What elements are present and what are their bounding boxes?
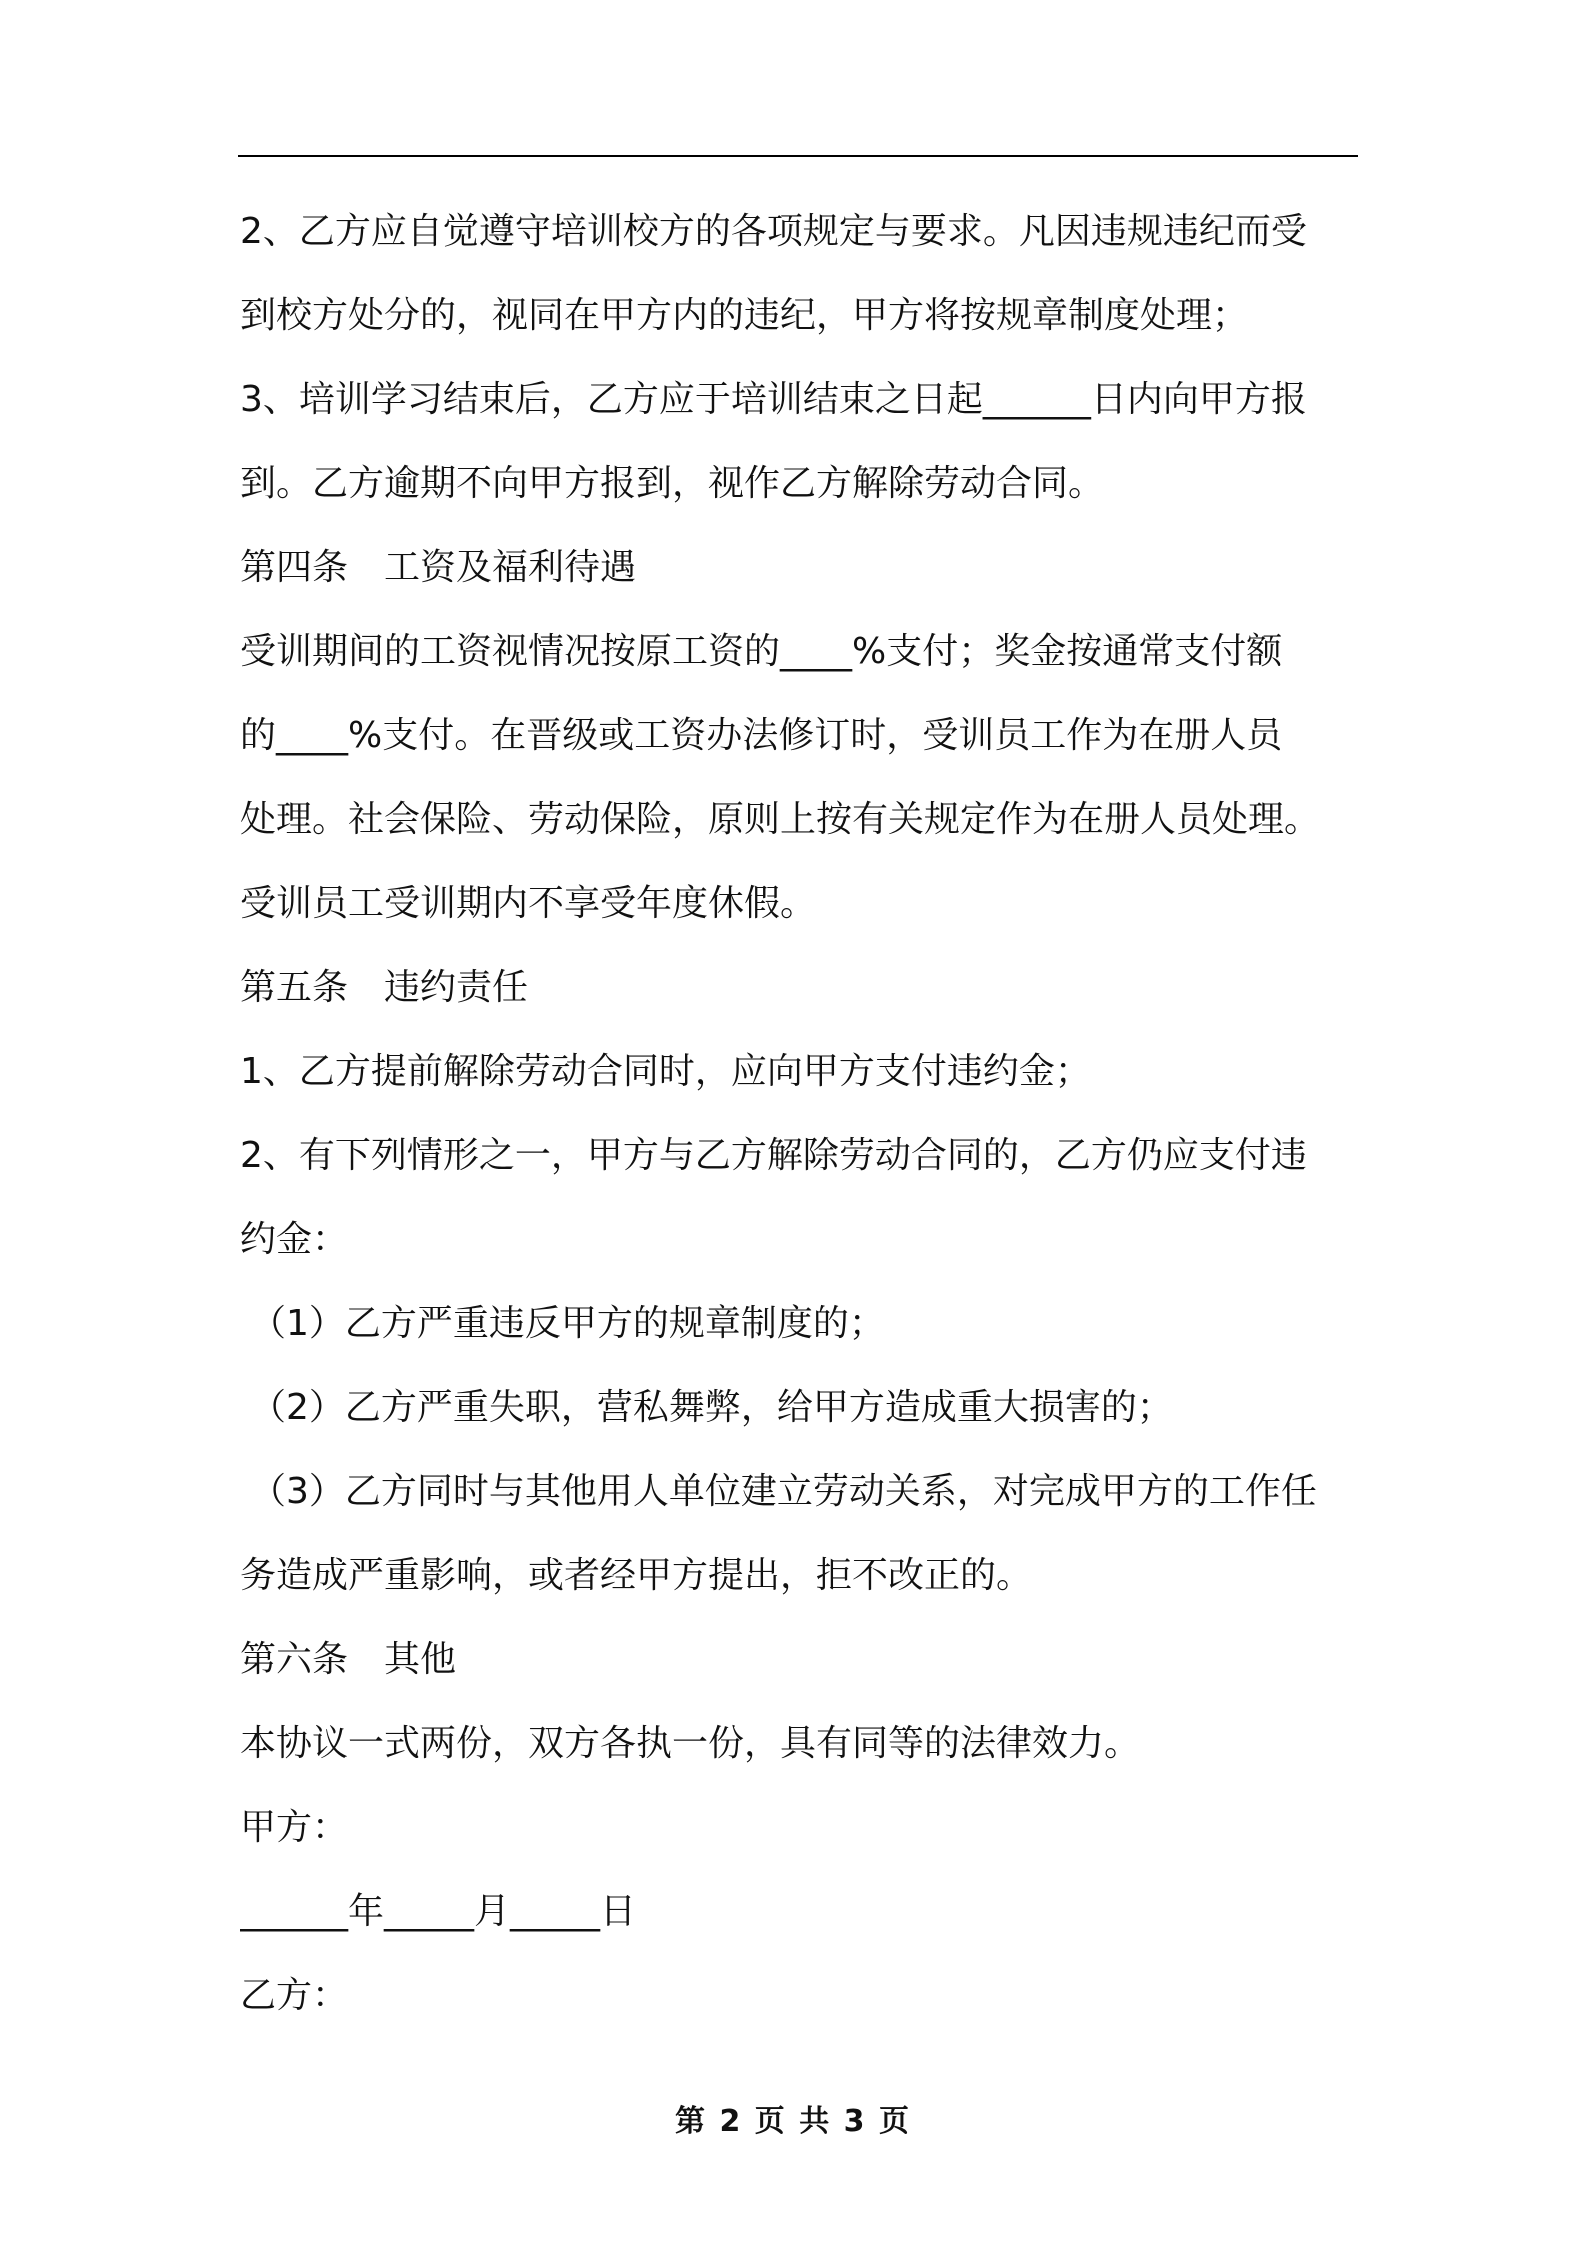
clause-2-line-1: 2、乙方应自觉遵守培训校方的各项规定与要求。凡因违规违纪而受 [240, 211, 1307, 252]
date-line: ______年_____月_____日 [240, 1891, 636, 1932]
article-4-line-3: 处理。社会保险、劳动保险，原则上按有关规定作为在册人员处理。 [240, 799, 1321, 840]
article-4-heading: 第四条 工资及福利待遇 [240, 547, 637, 588]
document-body [240, 190, 1360, 2038]
article-5-item-1: （1）乙方严重违反甲方的规章制度的； [250, 1303, 885, 1344]
article-6-heading: 第六条 其他 [240, 1639, 457, 1680]
article-5-heading: 第五条 违约责任 [240, 967, 529, 1008]
article-5-clause-2-line-1: 2、有下列情形之一，甲方与乙方解除劳动合同的，乙方仍应支付违 [240, 1135, 1307, 1176]
clause-3-line-2: 到。乙方逾期不向甲方报到，视作乙方解除劳动合同。 [240, 463, 1105, 504]
article-5-clause-1: 1、乙方提前解除劳动合同时，应向甲方支付违约金； [240, 1051, 1091, 1092]
article-4-line-4: 受训员工受训期内不享受年度休假。 [240, 883, 817, 924]
clause-3-line-1: 3、培训学习结束后，乙方应于培训结束之日起______日内向甲方报 [240, 379, 1307, 420]
article-5-item-3-line-1: （3）乙方同时与其他用人单位建立劳动关系，对完成甲方的工作任 [250, 1471, 1317, 1512]
page-number: 第 2 页 共 3 页 [675, 2104, 911, 2139]
article-5-clause-2-line-2: 约金： [240, 1219, 349, 1260]
header-rule [238, 155, 1358, 157]
article-4-line-1: 受训期间的工资视情况按原工资的____%支付；奖金按通常支付额 [240, 631, 1283, 672]
clause-2-line-2: 到校方处分的，视同在甲方内的违纪，甲方将按规章制度处理； [240, 295, 1249, 336]
article-5-item-3-line-2: 务造成严重影响，或者经甲方提出，拒不改正的。 [240, 1555, 1033, 1596]
party-a-label: 甲方： [240, 1807, 349, 1848]
article-4-line-2: 的____%支付。在晋级或工资办法修订时，受训员工作为在册人员 [240, 715, 1283, 756]
party-b-label: 乙方： [240, 1975, 349, 2016]
article-5-item-2: （2）乙方严重失职，营私舞弊，给甲方造成重大损害的； [250, 1387, 1173, 1428]
article-6-line-1: 本协议一式两份，双方各执一份，具有同等的法律效力。 [240, 1723, 1141, 1764]
